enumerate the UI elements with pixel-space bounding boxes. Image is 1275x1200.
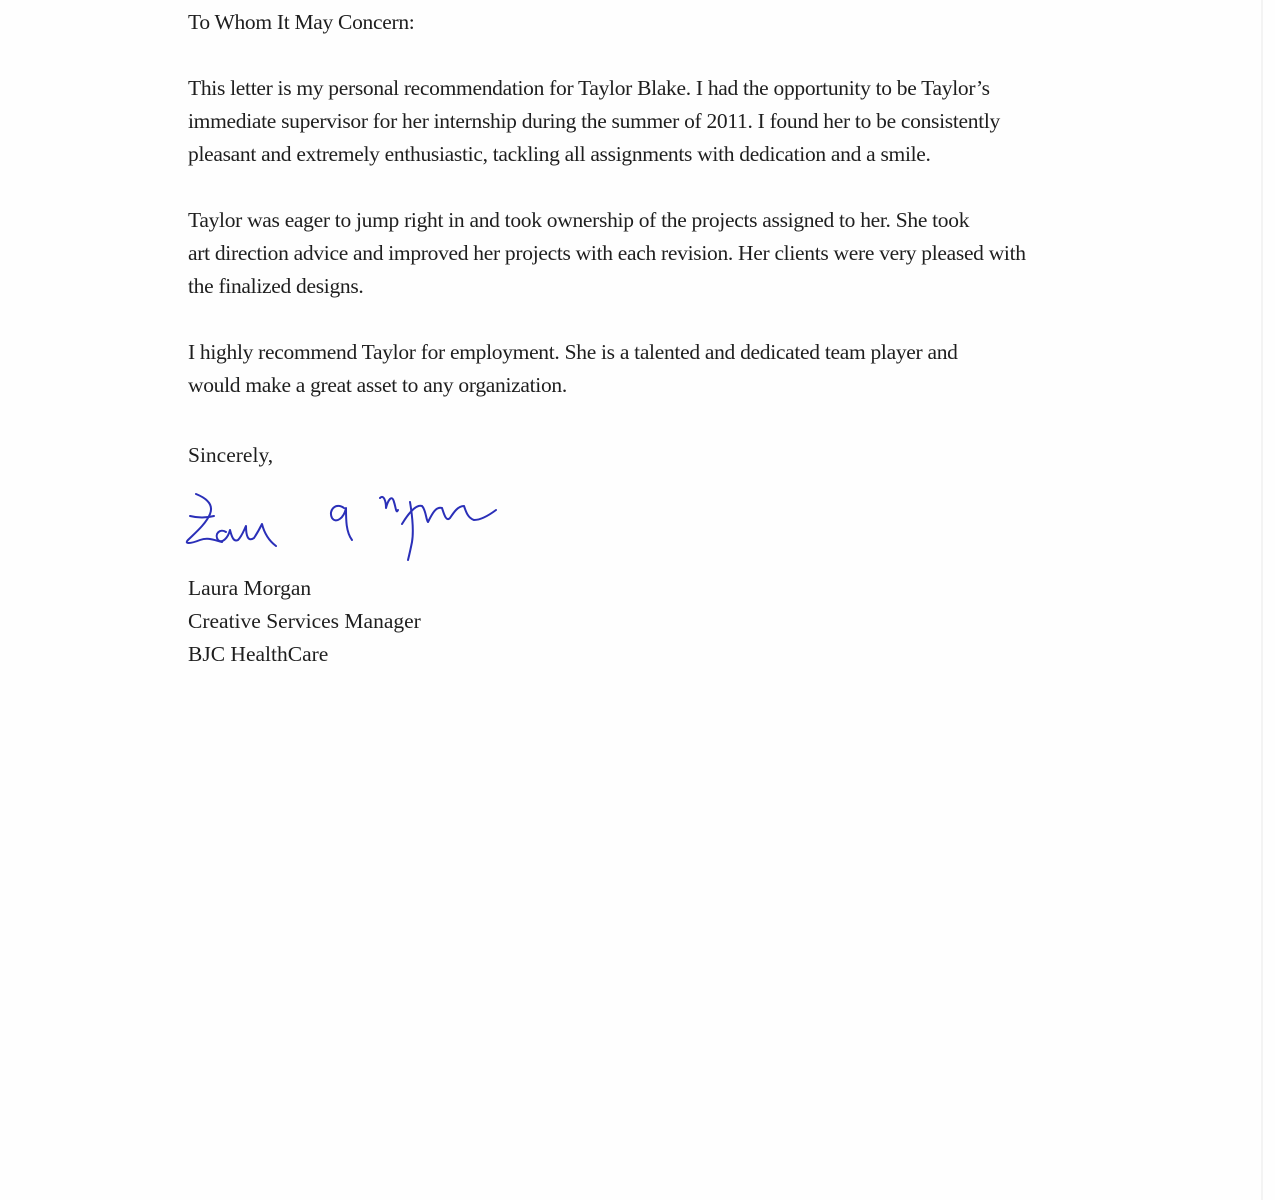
- salutation: To Whom It May Concern:: [188, 10, 415, 34]
- signer-organization: BJC HealthCare: [188, 642, 329, 666]
- paragraph-line: I highly recommend Taylor for employment. She is a talented and dedicated team player and: [188, 340, 958, 364]
- letter-body: [188, 6, 1128, 402]
- paragraph-line: the finalized designs.: [188, 274, 364, 298]
- signature-drawing: [180, 484, 510, 566]
- paragraph-line: art direction advice and improved her projects with each revision. Her clients were very pleased with: [188, 241, 1026, 265]
- paragraph-line: pleasant and extremely enthusiastic, tackling all assignments with dedication and a smile.: [188, 142, 931, 166]
- handwritten-signature: [180, 484, 510, 566]
- paragraph-line: would make a great asset to any organization.: [188, 373, 567, 397]
- signer-title: Creative Services Manager: [188, 609, 421, 633]
- paragraph-line: This letter is my personal recommendation for Taylor Blake. I had the opportunity to be Taylor’s: [188, 76, 990, 100]
- closing: Sincerely,: [188, 443, 274, 467]
- paragraph-1: [188, 72, 1128, 171]
- paragraph-line: Taylor was eager to jump right in and took ownership of the projects assigned to her. She took: [188, 208, 970, 232]
- paragraph-3: [188, 336, 1128, 402]
- signature-block: [188, 572, 421, 671]
- signer-name: Laura Morgan: [188, 576, 312, 600]
- paragraph-line: immediate supervisor for her internship during the summer of 2011. I found her to be consistently: [188, 109, 1001, 133]
- paragraph-2: [188, 204, 1128, 303]
- scan-edge: [1261, 0, 1263, 1200]
